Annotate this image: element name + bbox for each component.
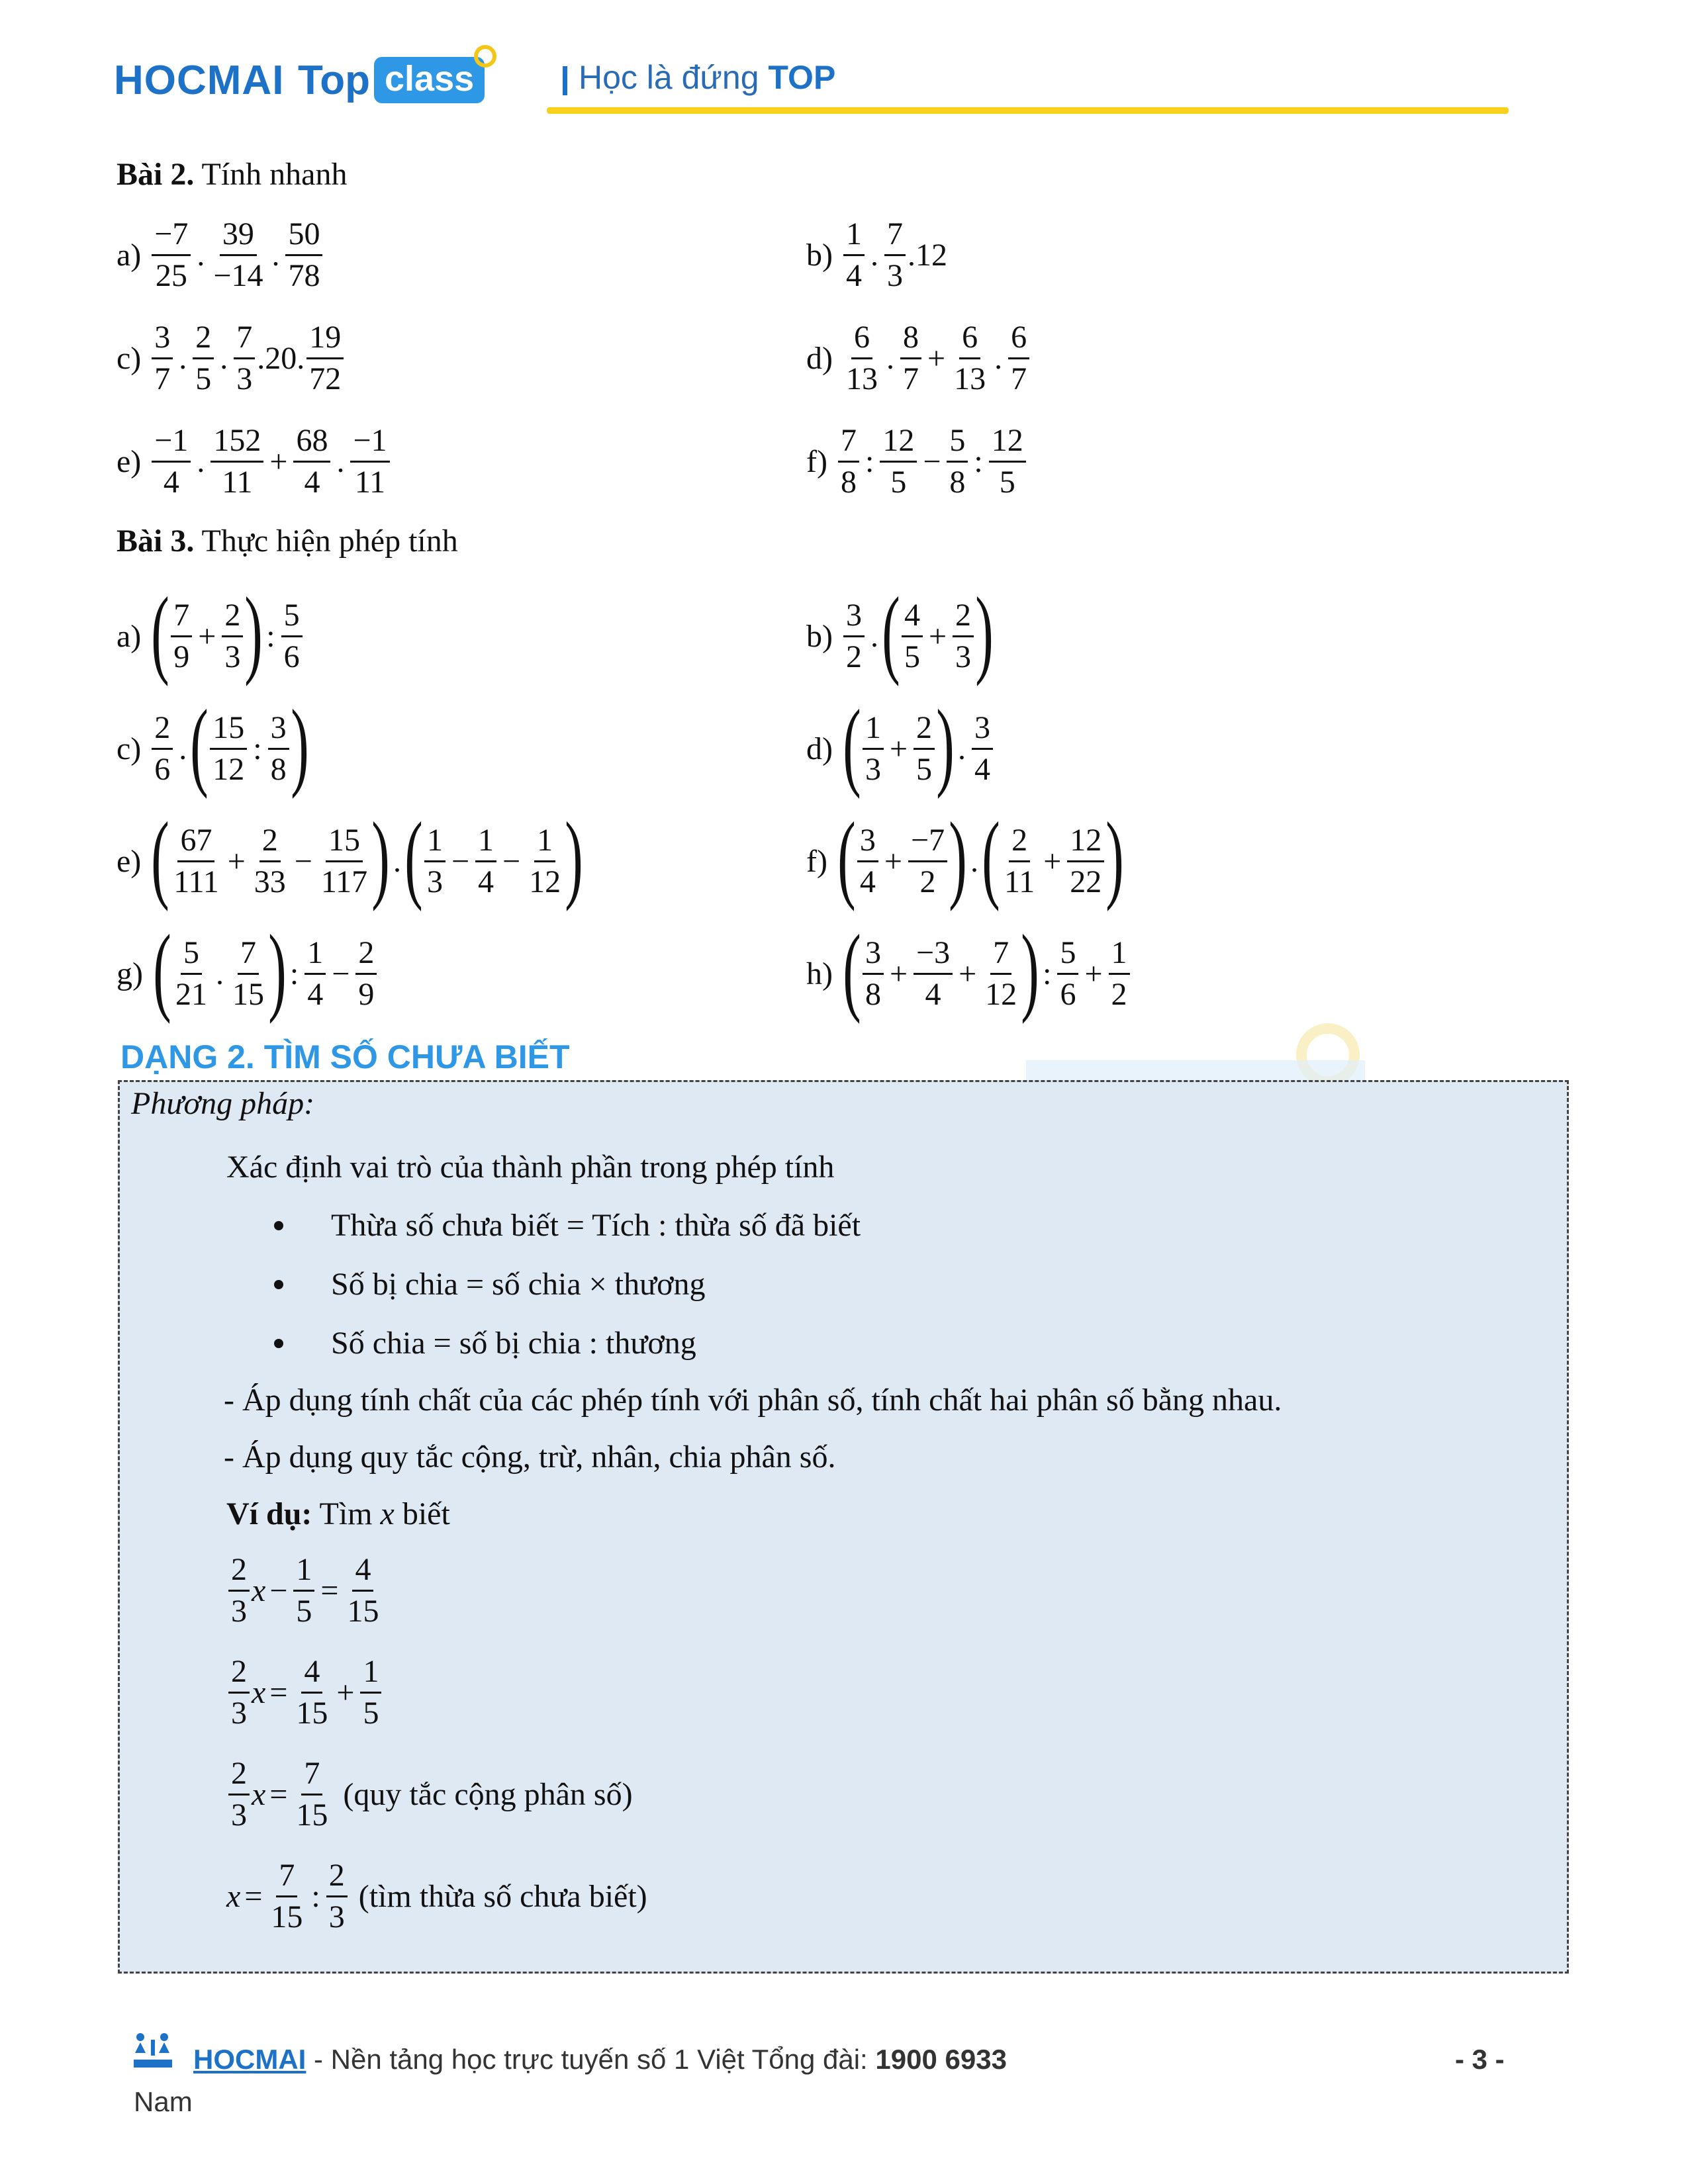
bai2-e: e) −1 4 . 152 11 + $\frac{68}{4}$ . −1 11 <box>117 425 392 498</box>
bullet-2: Số bị chia = số chia × thương <box>331 1267 706 1302</box>
example-step-4: x = $\frac{7}{15}$ : 2 3 (tìm thừa số chưa biết) <box>226 1858 647 1934</box>
bai3-c: c) 2 6 . ( 15 12 : 3 8 ) <box>117 690 309 799</box>
tagline: Học là đứng TOP <box>579 59 836 96</box>
rule-1: - Áp dụng tính chất của các phép tính với phân số, tính chất hai phân số bằng nhau. <box>224 1383 1282 1418</box>
footer-brand-link[interactable]: HOCMAI <box>193 2044 306 2075</box>
bai2-f: f) 7 8 : 12 5 − $\frac{5}{8}$ : 12 5 <box>806 425 1028 498</box>
rule-2: - Áp dụng quy tắc cộng, trừ, nhân, chia phân số. <box>224 1439 836 1475</box>
bai2-a: a) −7 25 . 39 −14 . 50 78 <box>117 218 324 292</box>
example-step-2: 2 3 x = $\frac{4}{15}$ + $\frac{1}{5}$ <box>226 1656 383 1729</box>
footer-text-line2: Nam <box>134 2086 193 2117</box>
page-number: - 3 - <box>1455 2044 1505 2075</box>
example-heading: Ví dụ: Tìm x biết <box>226 1496 450 1531</box>
bai3-a: a) ( 7 9 + $\frac{2}{3}$ ) : 5 6 <box>117 586 305 686</box>
header-underline <box>547 107 1509 114</box>
topclass-logo-top: Top <box>298 58 371 103</box>
bai3-f: f) ( 3 4 + $\frac{-7}{2}$ ) . ( 2 11 + $\frac{12}{22}$ ) <box>806 802 1124 912</box>
bullet-3: Số chia = số bị chia : thương <box>331 1326 696 1361</box>
method-intro: Xác định vai trò của thành phần trong phép tính <box>226 1150 835 1185</box>
bullet-icon <box>274 1221 283 1230</box>
example-step-1: 2 3 x − $\frac{1}{5}$ = $\frac{4}{15}$ <box>226 1554 383 1627</box>
bai2-d: d) 6 13 . 8 7 + $\frac{6}{13}$ . 6 7 <box>806 322 1031 395</box>
bullet-1: Thừa số chưa biết = Tích : thừa số đã biết <box>331 1208 861 1243</box>
footer-text: HOCMAI - Nền tảng học trực tuyến số 1 Việt Tổng đài: 1900 6933 <box>193 2044 1007 2075</box>
bai3-d: d) ( 1 3 + $\frac{2}{5}$ ) . 3 4 <box>806 699 995 798</box>
bai3-e: e) ( 67 111 + $\frac{2}{33}$ − $\frac{15}{117}$ ) . ( 1 3 − $\frac{1}{4}$ − $\frac{1}{12}$ ) <box>117 802 583 912</box>
method-title: Phương pháp: <box>131 1086 315 1121</box>
bai3-g: g) ( 5 21 . 7 15 ) : 1 4 − $\frac{2}{9}$ <box>117 924 379 1023</box>
example-step-3: 2 3 x = $\frac{7}{15}$ (quy tắc cộng phân số) <box>226 1758 633 1831</box>
hocmai-footer-logo-icon <box>131 2030 175 2073</box>
bai3-heading: Bài 3. Thực hiện phép tính <box>117 523 458 559</box>
dang2-title: DẠNG 2. TÌM SỐ CHƯA BIẾT <box>120 1038 570 1075</box>
bullet-icon <box>274 1339 283 1348</box>
tagline-divider <box>563 66 567 95</box>
topclass-logo-class: class <box>374 57 485 103</box>
bai3-h: h) ( 3 8 + $\frac{-3}{4}$ + $\frac{7}{12}$ ) : 5 6 + $\frac{1}{2}$ <box>806 924 1132 1023</box>
hocmai-logo: HOCMAI <box>114 58 285 103</box>
bai2-b: b) 1 4 . 7 3 .12 <box>806 216 947 293</box>
bai2-c: c) 3 7 . 2 5 . 7 3 .20. 19 72 <box>117 322 346 395</box>
sun-icon <box>474 45 496 68</box>
bullet-icon <box>274 1280 283 1289</box>
bai3-b: b) 3 2 . ( 4 5 + $\frac{2}{3}$ ) <box>806 577 994 687</box>
bai2-heading: Bài 2. Tính nhanh <box>117 157 348 192</box>
